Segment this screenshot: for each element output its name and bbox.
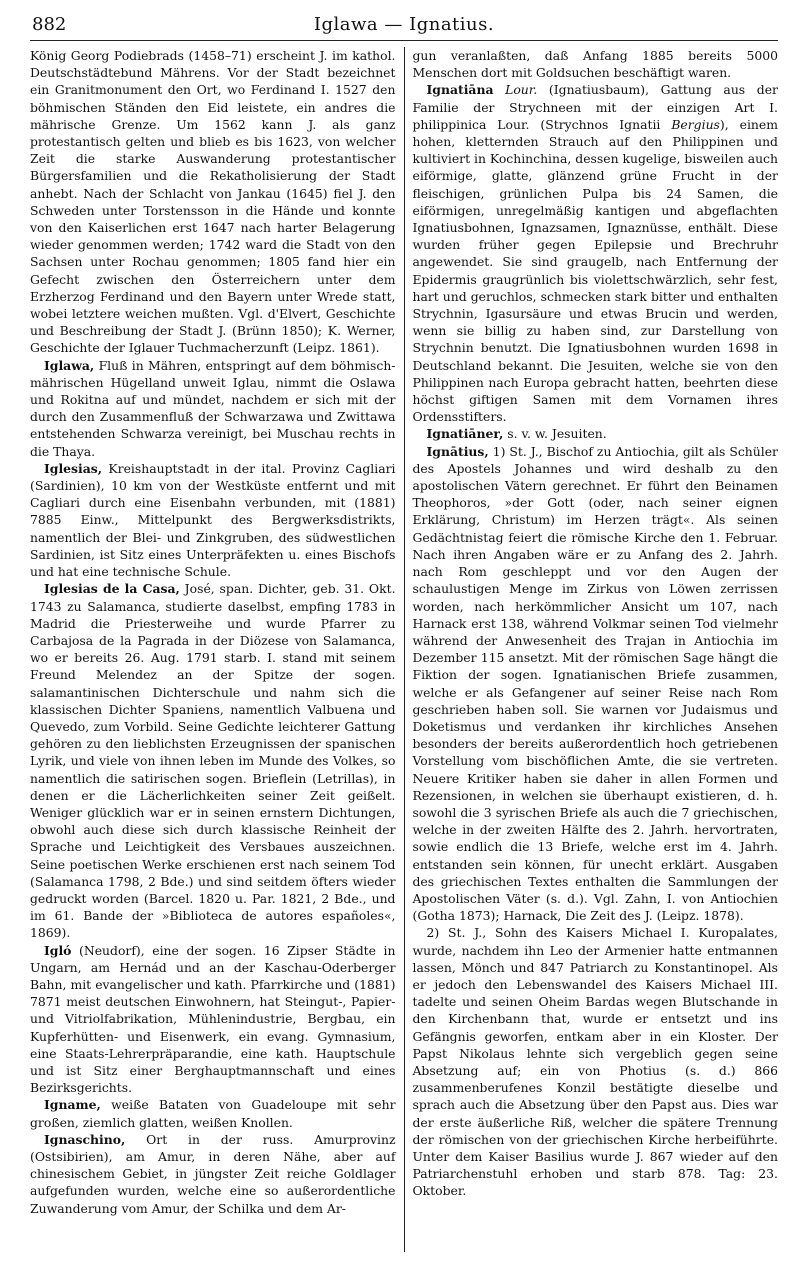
headword: Ignaschino, [44,1131,126,1147]
entry-ignatiana: Ignatiāna Lour. (Ignatiusbaum), Gattung aus der Familie der Strychneen mit der einzigen Art I. philippinica Lour. (Strychnos Ignatii Bergius), einem hohen, kletternden Strauch auf den Philippinen und kultiviert in Kochinchina, dessen kugelige, bisweilen auch eiförmige, glatte, glänzend grüne Frucht in der fleischigen, grünlichen Pulpa bis 24 Samen, die eiförmigen, unregelmäßig kantigen und abgeflachten Ignatiusbohnen, Ignazsamen, Ignaznüsse, enthält. Diese wurden früher gegen Epilepsie und Brechruhr angewendet. Sie sind graugelb, nach Entfernung der Epidermis graugrünlich bis violettschwärzlich, sehr fest, hart und geruchlos, schmecken stark bitter und enthalten Strychnin, Igasursäure und etwas Brucin und werden, wenn sie billig zu haben sind, zur Darstellung von Strychnin benutzt. Die Ignatiusbohnen wurden 1698 in Deutschland bekannt. Die Jesuiten, welche sie von den Philippinen nach Europa gebracht hatten, beehrten diese höchst giftigen Samen mit dem Vornamen ihres Ordensstifters. [412,82,778,425]
entry-text: s. v. w. Jesuiten. [503,426,607,442]
entry-text: Kreishauptstadt in der ital. Provinz Cagliari (Sardinien), 10 km von der Westküste entfernt und mit Cagliari durch eine Eisenbahn verbunden, mit (1881) 7885 Einw., Mittelpunkt des Bergwerksdistrikts, namentlich der Blei- und Zinkgruben, des südwestlichen Sardinien, ist Sitz eines Unterpräfekten u. eines Bischofs und hat eine technische Schule. [30,460,396,580]
text-columns [30,47,778,1252]
entry-text: Fluß in Mähren, entspringt auf dem böhmisch-mährischen Hügelland unweit Iglau, nimmt die Oslawa und Rokitna auf und mündet, nachdem er sich mit der durch den Zusammenfluß der Schwarzawa und Zwittawa entstehenden Schwarza vereinigt, bei Muschau rechts in die Thaya. [30,357,396,459]
left-column [30,47,404,1252]
page-number: 882 [32,14,67,35]
headword: Igló [44,942,72,958]
entry-text: weiße Bataten von Guadeloupe mit sehr großen, ziemlich glatten, weißen Knollen. [30,1097,396,1130]
headword: Iglawa, [44,357,95,373]
author-abbrev: Lour. [493,82,538,98]
entry-ignatianer [412,425,778,442]
entry-text: José, span. Dichter, geb. 31. Okt. 1743 zu Salamanca, studierte daselbst, empfing 1783 in Madrid die Priesterweihe und wurde Pfarrer zu Carbajosa de la Pagrada in der Diözese von Salamanca, wo er bereits 26. Aug. 1791 starb. I. stand mit seinem Freund Melendez an der Spitze der sogen. salamantinischen Dichterschule und nahm sich die klassischen Dichter Spaniens, namentlich Valbuena und Quevedo, zum Vorbild. Seine Gedichte leichterer Gattung gehören zu den lieblichsten Erzeugnissen der spanischen Lyrik, und viele von ihnen leben im Munde des Volkes, so namentlich die satirischen sogen. Brieflein (Letrillas), in denen er die Lächerlichkeiten seiner Zeit geißelt. Weniger glücklich war er in seinen ernstern Dichtungen, obwohl auch diese sich durch klassische Reinheit der Sprache und Leichtigkeit des Versbaues auszeichnen. Seine poetischen Werke erschienen erst nach seinem Tod (Salamanca 1798, 2 Bde.) und sind seitdem öfters wieder gedruckt worden (Barcel. 1820 u. Par. 1821, 2 Bde., und im 61. Bande der »Biblioteca de autores españoles«, 1869). [30,581,396,941]
author-name: Bergius [671,116,720,132]
entry-iglesias-de-la-casa [30,580,396,941]
headword: Ignatiāna [426,82,494,98]
continued-paragraph: König Georg Podiebrads (1458–71) erscheint J. im kathol. Deutschstädtebund Mährens. Vor der Stadt bezeichnet ein Granitmonument den Ort, wo Ferdinand I. 1527 den böhmischen Ständen den Eid leistete, ein andres die mährische Grenze. Um 1562 kann J. als ganz protestantisch gelten und blieb es bis 1623, von welcher Zeit die starke Auswanderung protestantischer Bürgersfamilien und die Rekatholisierung der Stadt anhebt. Nach der Schlacht von Jankau (1645) fiel J. den Schweden unter Torstensson in die Hände und konnte von den Kaiserlichen erst 1647 nach harter Belagerung wieder genommen werden; 1742 ward die Stadt von den Sachsen unter Rochau genommen; 1805 fand hier ein Gefecht zwischen den Österreichern unter dem Erzherzog Ferdinand und den Bayern unter Wrede statt, wobei letztere weichen mußten. Vgl. d'Elvert, Geschichte und Beschreibung der Stadt J. (Brünn 1850); K. Werner, Geschichte der Iglauer Tuchmacherzunft (Leipz. 1861). [30,48,396,356]
headword: Ignātius, [426,443,489,459]
continued-paragraph: gun veranlaßten, daß Anfang 1885 bereits 5000 Menschen dort mit Goldsuchen beschäftigt waren. [412,48,778,81]
entry-iglesias [30,460,396,580]
headword: Iglesias, [44,460,103,476]
page-header [30,12,778,41]
entry-ignaschino [30,1131,396,1217]
entry-iglo [30,942,396,1097]
headword: Iglesias de la Casa, [44,581,180,597]
entry-iglawa [30,357,396,460]
headword: Igname, [44,1097,101,1113]
entry-text: 2) St. J., Sohn des Kaisers Michael I. Kuropalates, wurde, nachdem ihn Leo der Armenier hatte entmannen lassen, Mönch und 847 Patriarch zu Konstantinopel. Als er jedoch den Lebenswandel des Kaisers Michael III. tadelte und seinen Oheim Bardas wegen Blutschande in den Kirchenbann that, wurde er entsetzt und ins Gefängnis geworfen, entkam aber in ein Kloster. Der Papst Nikolaus lehnte sich vergeblich gegen seine Absetzung auf; ein von Photius (s. d.) 866 zusammenberufenes Konzil bestätigte dieselbe und sprach auch die Absetzung über den Papst aus. Dies war der erste äußerliche Riß, welcher die spätere Trennung der römischen von der griechischen Kirche herbeiführte. Unter dem Kaiser Basilius wurde J. 867 wieder auf den Patriarchenstuhl erhoben und starb 878. Tag: 23. Oktober. [412,925,778,1199]
entry-igname [30,1096,396,1130]
entry-text: 1) St. J., Bischof zu Antiochia, gilt als Schüler des Apostels Johannes und wird deshalb zu den apostolischen Vätern gerechnet. Er führt den Beinamen Theophoros, »der Gott (oder, nach seiner eignen Erklärung, Christum) im Herzen trägt«. Als seinen Gedächtnistag feiert die römische Kirche den 1. Februar. Nach ihren Angaben wäre er zu Anfang des 2. Jahrh. nach Rom geschleppt und vor den Augen der schaulustigen Menge im Zirkus von Löwen zerrissen worden, nach herkömmlicher Ansicht um 107, nach Harnack erst 138, während Volkmar seinen Tod vielmehr während der Anwesenheit des Trajan in Antiochia im Dezember 115 ansetzt. Mit der römischen Sage hängt die Fiktion der sogen. Ignatianischen Briefe zusammen, welche er als Gefangener auf seiner Reise nach Rom geschrieben haben soll. Sie warnen vor Judaismus und Doketismus und verdanken ihr kirchliches Ansehen besonders der bereits außerordentlich hoch getriebenen Vorstellung vom bischöflichen Amte, die sie vertreten. Neuere Kritiker haben sie daher in allen Formen und Rezensionen, in welchen sie überhaupt existieren, d. h. sowohl die 3 syrischen Briefe als auch die 7 griechischen, welche in der zweiten Hälfte des 2. Jahrh. hervortraten, sowie endlich die 13 Briefe, welche erst im 4. Jahrh. entstanden sein können, für unecht erklärt. Ausgaben des griechischen Textes enthalten die Sammlungen der Apostolischen Väter (s. d.). Vgl. Zahn, I. von Antiochien (Gotha 1873); Harnack, Die Zeit des J. (Leipz. 1878). [412,443,778,924]
species-name: I. philippinica Lour. [412,99,778,132]
dictionary-page [30,12,778,1262]
entry-text: Ort in der russ. Amurprovinz (Ostsibirien), am Amur, in deren Nähe, aber auf chinesischem Gebiet, in jüngster Zeit reiche Goldlager aufgefunden wurden, welche eine so außerordentliche Zuwanderung vom Amur, der Schilka und dem Ar- [30,1131,396,1216]
entry-ignatius [412,443,778,925]
entry-text: (Neudorf), eine der sogen. 16 Zipser Städte in Ungarn, am Hernád und an der Kaschau-Oderberger Bahn, mit evangelischer und kath. Pfarrkirche und (1881) 7871 meist deutschen Einwohnern, hat Steingut-, Papier- und Vitriolfabrikation, Mühlenindustrie, Bergbau, ein Kupferhütten- und Eisenwerk, ein evang. Gymnasium, eine Staats-Lehrerpräparandie, eine kath. Hauptschule und ist Sitz einer Berghauptmannschaft und eines Bezirksgerichts. [30,942,396,1096]
right-column [404,47,778,1252]
headword: Ignatiāner, [426,426,504,442]
running-title: Iglawa — Ignatius. [313,14,495,35]
entry-ignatius-2 [412,924,778,1199]
